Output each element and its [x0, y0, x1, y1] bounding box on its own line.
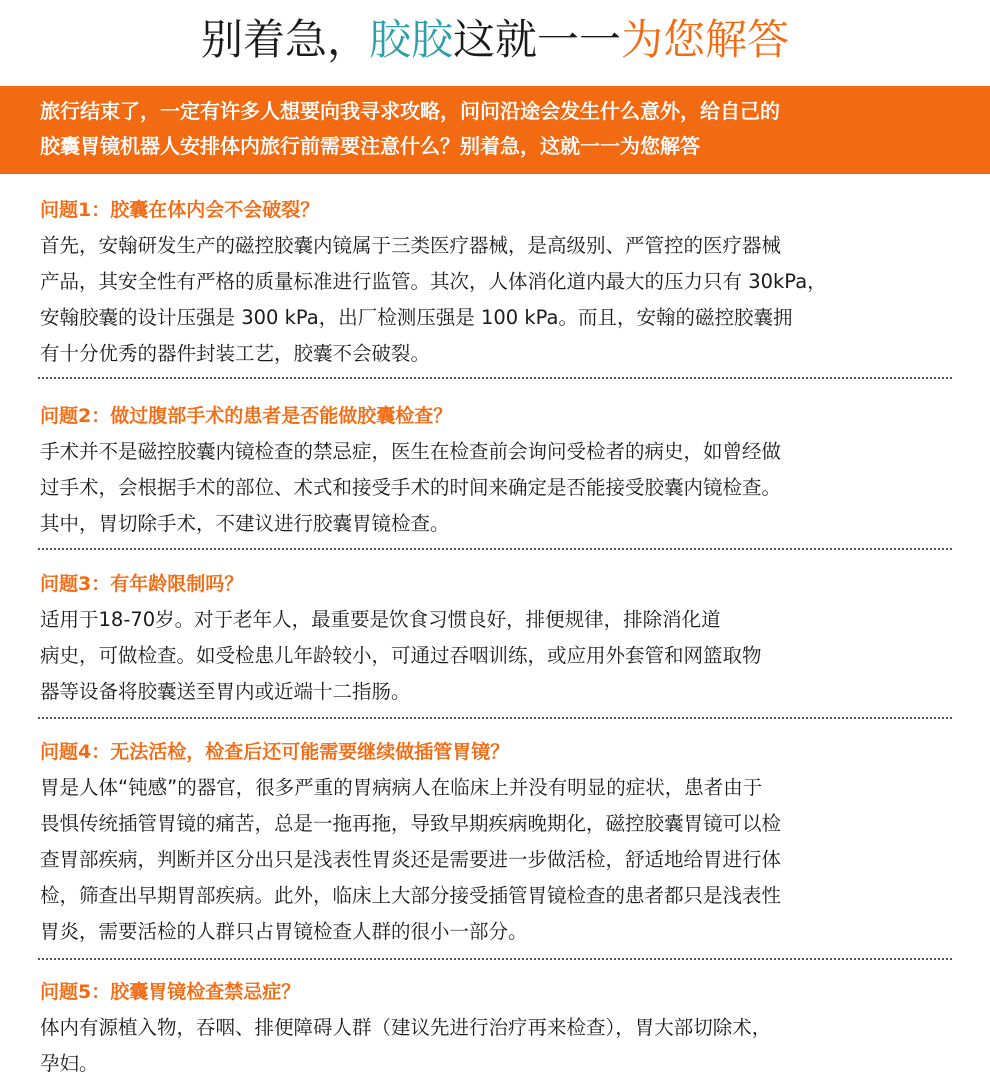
question-3: 问题3：有年龄限制吗？	[40, 573, 244, 595]
answer-4	[40, 770, 952, 950]
divider	[38, 717, 952, 719]
title-part-2: 胶胶	[368, 15, 453, 64]
intro-banner	[0, 86, 990, 174]
divider	[38, 548, 952, 550]
qa-item-4	[40, 734, 952, 950]
question-2: 问题2：做过腹部手术的患者是否能做胶囊检查？	[40, 405, 453, 427]
answer-line: 首先，安翰研发生产的磁控胶囊内镜属于三类医疗器械，是高级别、严管控的医疗器械	[40, 234, 782, 257]
answer-line: 器等设备将胶囊送至胃内或近端十二指肠。	[40, 680, 411, 703]
answer-2	[40, 434, 952, 542]
answer-line: 有十分优秀的器件封装工艺，胶囊不会破裂。	[40, 342, 431, 365]
qa-item-1	[40, 192, 952, 372]
answer-line: 适用于18-70岁。对于老年人，最重要是饮食习惯良好，排便规律，排除消化道	[40, 608, 721, 631]
page-title	[0, 0, 990, 80]
banner-line: 旅行结束了，一定有许多人想要向我寻求攻略，问问沿途会发生什么意外，给自己的	[40, 99, 780, 123]
answer-line: 过手术，会根据手术的部位、术式和接受手术的时间来确定是否能接受胶囊内镜检查。	[40, 476, 782, 499]
answer-line: 手术并不是磁控胶囊内镜检查的禁忌症，医生在检查前会询问受检者的病史，如曾经做	[40, 440, 782, 463]
answer-5	[40, 1010, 952, 1082]
banner-line: 胶囊胃镜机器人安排体内旅行前需要注意什么？别着急，这就一一为您解答	[40, 134, 700, 158]
answer-line: 体内有源植入物，吞咽、排便障碍人群（建议先进行治疗再来检查），胃大部切除术，	[40, 1016, 772, 1039]
answer-line: 病史，可做检查。如受检患儿年龄较小，可通过吞咽训练，或应用外套管和网篮取物	[40, 644, 762, 667]
answer-line: 安翰胶囊的设计压强是 300 kPa，出厂检测压强是 100 kPa。而且，安翰的磁控胶囊拥	[40, 306, 793, 329]
title-part-1: 别着急，	[200, 15, 369, 64]
title-part-3: 这就一一	[453, 15, 622, 64]
answer-line: 查胃部疾病，判断并区分出只是浅表性胃炎还是需要进一步做活检，舒适地给胃进行体	[40, 848, 782, 871]
qa-item-2	[40, 398, 952, 542]
answer-line: 胃是人体“钝感”的器官，很多严重的胃病病人在临床上并没有明显的症状，患者由于	[40, 776, 763, 799]
answer-3	[40, 602, 952, 710]
answer-line: 产品，其安全性有严格的质量标准进行监管。其次，人体消化道内最大的压力只有 30kPa，	[40, 270, 827, 293]
answer-line: 胃炎，需要活检的人群只占胃镜检查人群的很小一部分。	[40, 920, 528, 943]
answer-line: 检，筛查出早期胃部疾病。此外，临床上大部分接受插管胃镜检查的患者都只是浅表性	[40, 884, 782, 907]
divider	[38, 958, 952, 960]
answer-1	[40, 228, 952, 372]
divider	[38, 377, 952, 379]
question-1: 问题1：胶囊在体内会不会破裂？	[40, 199, 320, 221]
title-part-4: 为您解答	[621, 15, 790, 64]
answer-line: 畏惧传统插管胃镜的痛苦，总是一拖再拖，导致早期疾病晚期化，磁控胶囊胃镜可以检	[40, 812, 782, 835]
question-4: 问题4：无法活检，检查后还可能需要继续做插管胃镜？	[40, 741, 510, 763]
qa-item-3	[40, 566, 952, 710]
qa-item-5	[40, 974, 952, 1082]
answer-line: 孕妇。	[40, 1052, 99, 1075]
question-5: 问题5：胶囊胃镜检查禁忌症？	[40, 981, 301, 1003]
answer-line: 其中，胃切除手术，不建议进行胶囊胃镜检查。	[40, 512, 450, 535]
